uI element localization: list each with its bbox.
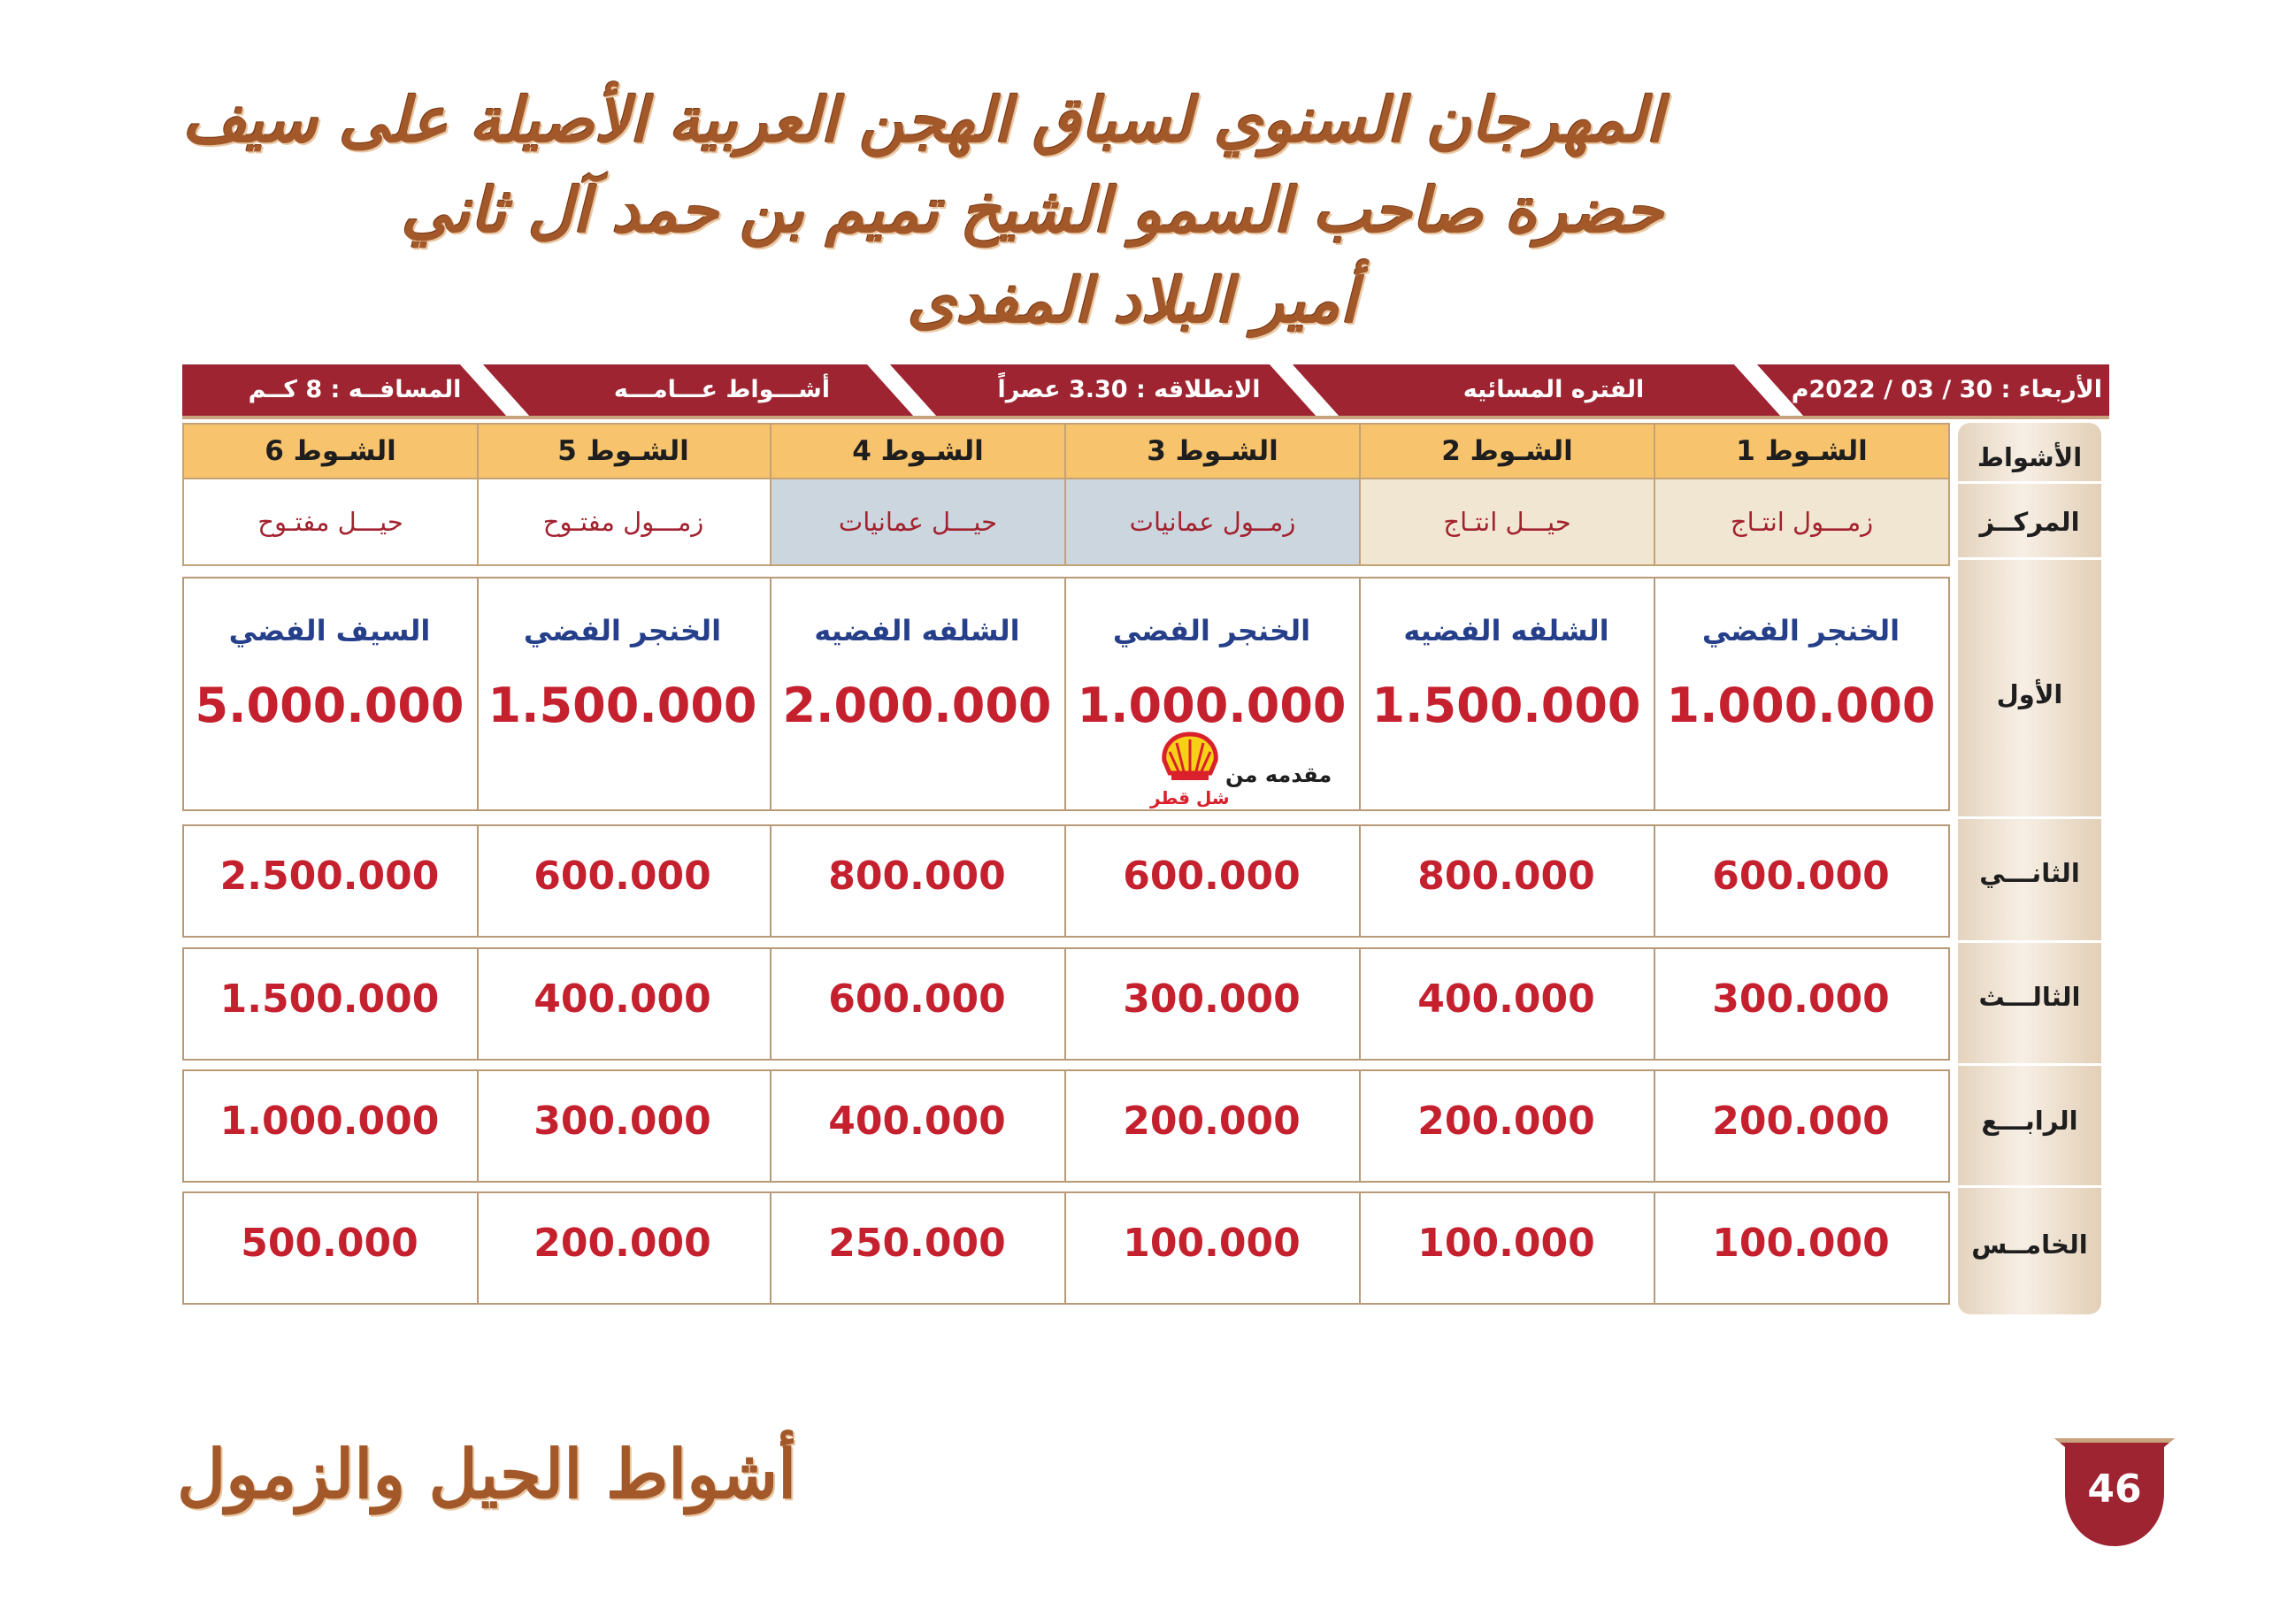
second-place-value: 600.000	[534, 854, 711, 899]
fifth-place-value: 100.000	[1123, 1221, 1301, 1266]
race-header-cell: الشـوط 3	[1064, 423, 1361, 479]
race-header-cell: الشـوط 5	[475, 423, 772, 479]
third-place-value: 1.500.000	[219, 977, 440, 1022]
sponsor-badge	[1115, 731, 1336, 810]
label-races: الأشواط	[1977, 442, 2083, 472]
fifth-place-value: 250.000	[828, 1221, 1006, 1266]
title-line-2: حضرة صاحب السمو الشيخ تميم بن حمد آل ثاني	[401, 173, 1663, 247]
info-start: الانطلاقه : 3.30 عصراً	[997, 376, 1261, 403]
first-place-value: 1.000.000	[1666, 678, 1936, 733]
third-place-value: 300.000	[1123, 977, 1301, 1022]
label-fifth: الخامــس	[1971, 1229, 2088, 1260]
fourth-place-value: 300.000	[534, 1099, 711, 1144]
prize-name: الشلفه الفضيه	[814, 614, 1020, 647]
fifth-place-value: 100.000	[1712, 1221, 1890, 1266]
calligraphy-title	[182, 75, 1663, 346]
prize-name: السيف الفضي	[228, 614, 431, 647]
sponsor-presented-by: مقدمه من	[1225, 762, 1332, 787]
fourth-place-value: 200.000	[1123, 1099, 1301, 1144]
info-period: الفتره المسائيه	[1462, 376, 1645, 403]
prize-name: الخنجر الفضي	[1112, 614, 1311, 647]
label-separator	[1958, 816, 2101, 819]
label-second: الثانـــي	[1979, 858, 2080, 888]
fifth-place-value: 200.000	[534, 1221, 711, 1266]
first-place-value: 1.500.000	[487, 678, 757, 733]
page-number: 46	[2087, 1467, 2142, 1512]
fourth-place-value: 200.000	[1712, 1099, 1890, 1144]
fifth-place-value: 100.000	[1417, 1221, 1595, 1266]
prize-name: الخنجر الفضي	[1701, 614, 1900, 647]
label-separator	[1958, 1185, 2101, 1188]
first-place-value: 1.500.000	[1371, 678, 1641, 733]
label-separator	[1958, 1063, 2101, 1066]
label-category: المركــز	[1979, 507, 2080, 537]
third-place-value: 600.000	[828, 977, 1006, 1022]
info-distance: المسافــه : 8 كــم	[248, 376, 462, 403]
label-separator	[1958, 481, 2101, 484]
third-place-value: 400.000	[1417, 977, 1595, 1022]
fourth-place-value: 200.000	[1417, 1099, 1595, 1144]
second-place-value: 600.000	[1123, 854, 1301, 899]
race-category-cell: زمـــول انتـاج	[1654, 478, 1950, 566]
label-first: الأول	[1996, 679, 2063, 709]
label-separator	[1958, 940, 2101, 943]
fifth-place-value: 500.000	[241, 1221, 418, 1266]
first-place-value: 2.000.000	[782, 678, 1052, 733]
race-category-cell: حيـــل مفتـوح	[182, 478, 479, 566]
footer-title: أشواط الحيل والزمول	[177, 1435, 797, 1513]
first-place-value: 5.000.000	[195, 678, 464, 733]
second-place-value: 600.000	[1712, 854, 1890, 899]
sponsor-name: شل قطر	[1150, 787, 1230, 808]
prize-name: الخنجر الفضي	[523, 614, 722, 647]
label-separator	[1958, 557, 2101, 560]
race-header-cell: الشـوط 6	[182, 423, 479, 479]
label-fourth: الرابـــع	[1981, 1106, 2078, 1136]
second-place-value: 800.000	[828, 854, 1006, 899]
info-date: الأربعاء : 30 / 03 / 2022م	[1791, 376, 2102, 403]
title-line-1: المهرجان السنوي لسباق الهجن العربية الأصيلة على سيف	[182, 83, 1663, 157]
row-label-column	[1958, 423, 2101, 1314]
third-place-value: 300.000	[1712, 977, 1890, 1022]
race-category-cell: زمــول عمانيات	[1064, 478, 1361, 566]
race-header-cell: الشـوط 1	[1654, 423, 1950, 479]
label-third: الثالـــث	[1978, 982, 2081, 1012]
shell-logo-icon	[1159, 731, 1221, 784]
title-line-3: أمير البلاد المفدى	[907, 264, 1358, 337]
info-bar	[182, 364, 2109, 419]
second-place-value: 800.000	[1417, 854, 1595, 899]
race-category-cell: زمـــول مفتـوح	[475, 478, 772, 566]
race-header-cell: الشـوط 4	[770, 423, 1066, 479]
third-place-value: 400.000	[534, 977, 711, 1022]
fourth-place-value: 1.000.000	[219, 1099, 440, 1144]
race-category-cell: حيـــل عمانيات	[770, 478, 1066, 566]
prize-name: الشلفه الفضيه	[1403, 614, 1609, 647]
first-place-value: 1.000.000	[1077, 678, 1347, 733]
race-header-cell: الشـوط 2	[1359, 423, 1655, 479]
race-category-cell: حيـــل انتـاج	[1359, 478, 1655, 566]
second-place-value: 2.500.000	[219, 854, 440, 899]
info-race-type: أشـــواط عـــامـــه	[613, 376, 831, 403]
fourth-place-value: 400.000	[828, 1099, 1006, 1144]
